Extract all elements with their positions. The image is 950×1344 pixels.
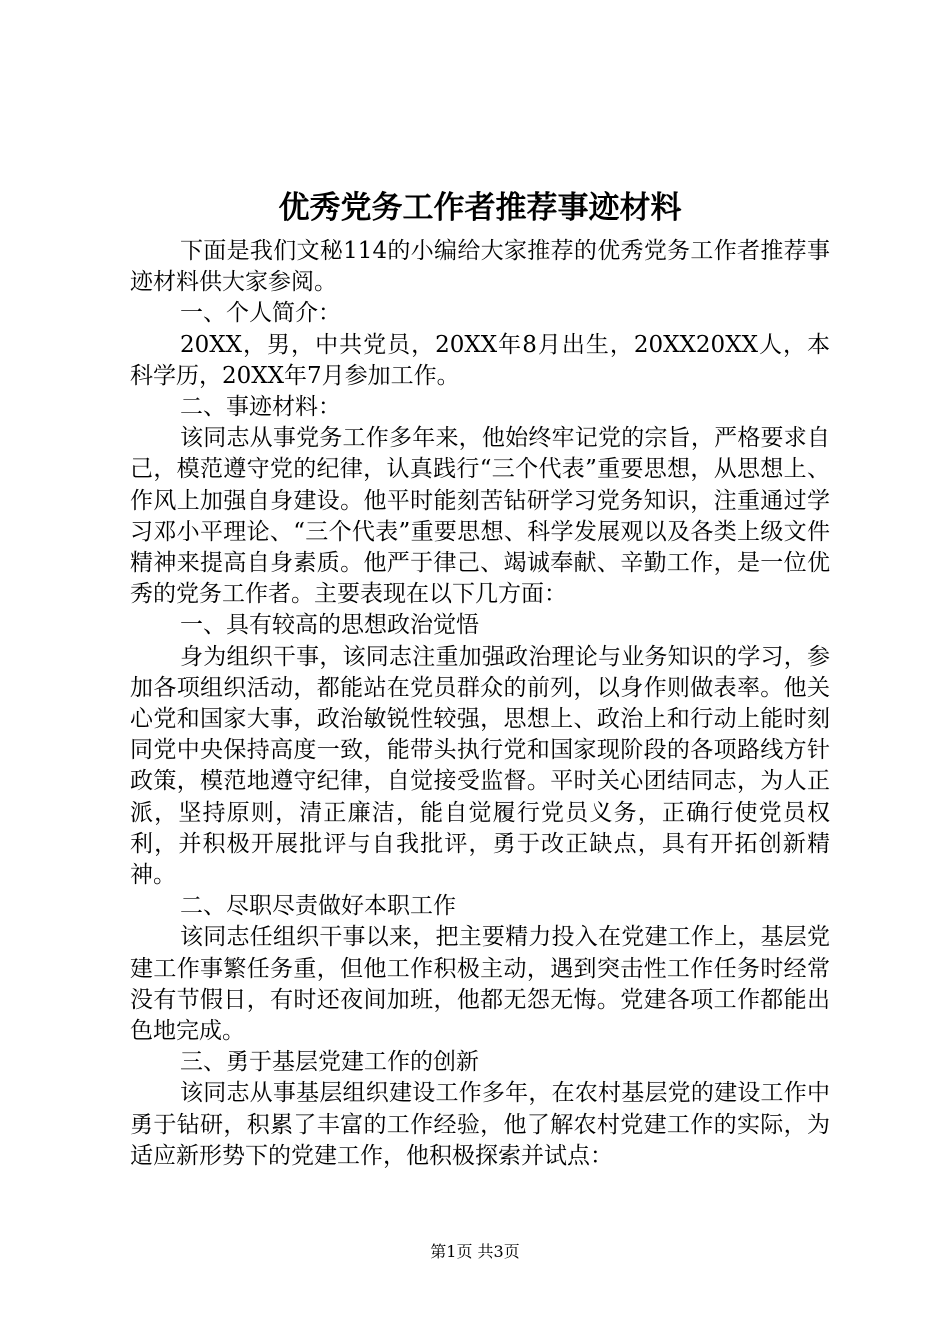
subheading-political-awareness: 一、具有较高的思想政治觉悟 bbox=[180, 612, 479, 639]
innovation-paragraph: 该同志从事基层组织建设工作多年，在农村基层党的建设工作中勇于钻研，积累了丰富的工作经验，他了解农村党建工作的实际，为适应新形势下的党建工作，他积极探索并试点： bbox=[130, 1080, 830, 1169]
intro-paragraph: 下面是我们文秘114的小编给大家推荐的优秀党务工作者推荐事迹材料供大家参阅。 bbox=[130, 238, 830, 296]
duties-paragraph: 该同志任组织干事以来，把主要精力投入在党建工作上，基层党建工作事繁任务重，但他工作积极主动，遇到突击性工作任务时经常没有节假日，有时还夜间加班，他都无怨无悔。党建各项工作都能出色地完成。 bbox=[130, 924, 830, 1045]
page-footer: 第1页 共3页 bbox=[430, 1242, 520, 1261]
document-body bbox=[130, 236, 830, 1172]
political-awareness-paragraph: 身为组织干事，该同志注重加强政治理论与业务知识的学习，参加各项组织活动，都能站在党员群众的前列，以身作则做表率。他关心党和国家大事，政治敏锐性较强，思想上、政治上和行动上能时刻同党中央保持高度一致，能带头执行党和国家现阶段的各项路线方针政策，模范地遵守纪律，自觉接受监督。平时关心团结同志，为人正派，坚持原则，清正廉洁，能自觉履行党员义务，正确行使党员权利，并积极开展批评与自我批评，勇于改正缺点，具有开拓创新精神。 bbox=[130, 643, 830, 889]
section-heading-profile: 一、个人简介： bbox=[180, 300, 341, 327]
profile-paragraph: 20XX，男，中共党员，20XX年8月出生，20XX20XX人，本科学历，20XX年7月参加工作。 bbox=[130, 331, 830, 389]
document-title: 优秀党务工作者推荐事迹材料 bbox=[278, 190, 682, 226]
subheading-duties: 二、尽职尽责做好本职工作 bbox=[180, 893, 456, 920]
section-heading-deeds: 二、事迹材料： bbox=[180, 394, 341, 421]
subheading-innovation: 三、勇于基层党建工作的创新 bbox=[180, 1049, 479, 1076]
deeds-summary-paragraph: 该同志从事党务工作多年来，他始终牢记党的宗旨，严格要求自己，模范遵守党的纪律，认真践行“三个代表”重要思想，从思想上、作风上加强自身建设。他平时能刻苦钻研学习党务知识，注重通过学习邓小平理论、“三个代表”重要思想、科学发展观以及各类上级文件精神来提高自身素质。他严于律己、竭诚奉献、辛勤工作，是一位优秀的党务工作者。主要表现在以下几方面： bbox=[130, 425, 830, 608]
